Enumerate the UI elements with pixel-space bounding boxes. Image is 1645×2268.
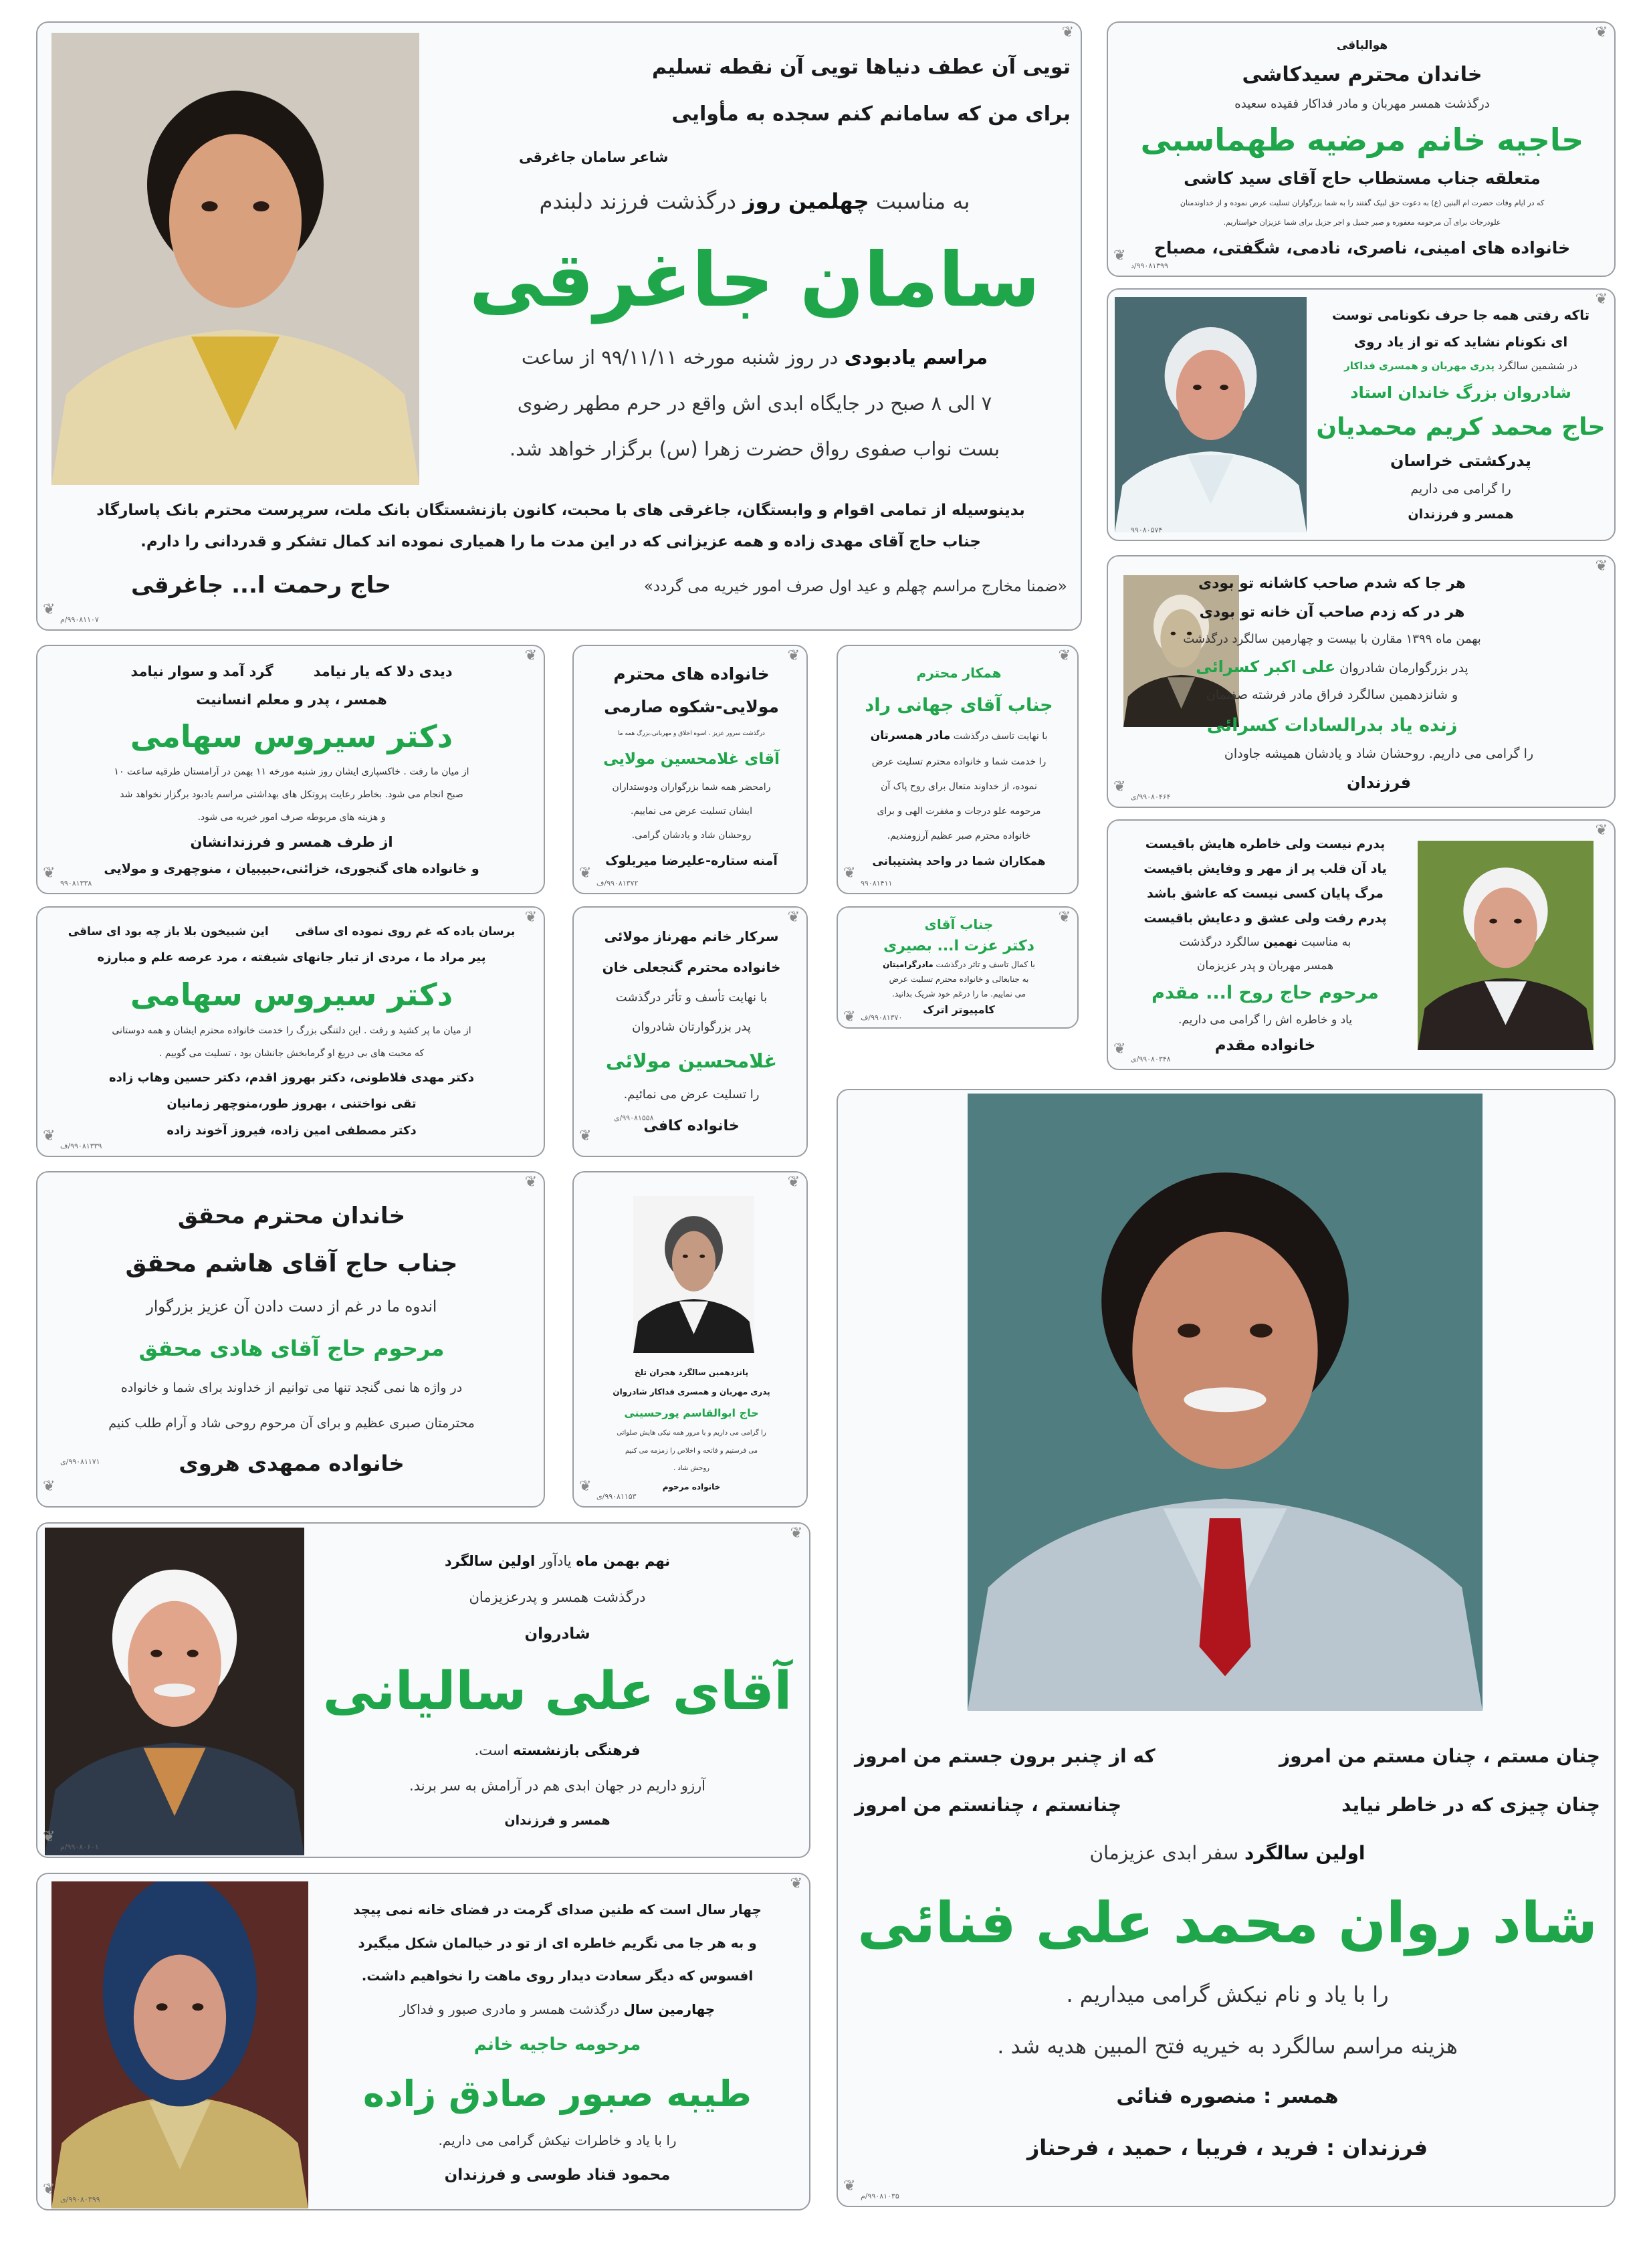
text-line: یاد و خاطره اش را گرامی می داریم. <box>1178 1013 1353 1027</box>
poem-line: چنان مستم ، چنان مستم من امروز که از چنبر برون جستم من امروز <box>855 1745 1600 1768</box>
poet-credit: شاعر سامان جاغرقی <box>519 149 669 166</box>
text-line: که در ایام وفات حضرت ام البنین (ع) به دعوت حق لبیک گفتند را به شما بزرگواران تسلیت عرض نموده و از خداوندمنان <box>1180 199 1545 208</box>
recipient-name: جناب آقای جهانی راد <box>865 694 1053 716</box>
poem-line: هر جا که شدم صاحب کاشانه تو بودی <box>1198 575 1466 592</box>
poem-line: یاد آن قلب پر از مهر و وفایش باقیست <box>1143 861 1387 877</box>
recipient-name: سرکار خانم مهرناز مولائی <box>604 928 779 944</box>
ad-code: ۹۹۰۸۰۵۷۴ <box>1131 526 1163 534</box>
poem-line: چنان چیزی که در خاطر نیاید چنانستم ، چنانستم من امروز <box>855 1793 1600 1816</box>
family-title: خاندان محترم محقق <box>177 1202 406 1229</box>
deceased-name: غلامحسین مولائی <box>605 1049 778 1073</box>
ceremony-line: ۷ الی ۸ صبح در جایگاه ابدی اش واقع در حرم مطهر رضوی <box>517 391 992 415</box>
condolence-molaei-families <box>572 645 808 894</box>
ornament-icon: ❦ <box>1595 24 1608 41</box>
text-line: پدر بزرگوارمان شادروان علی اکبر کسرائی <box>1196 657 1468 676</box>
ornament-icon: ❦ <box>1061 24 1074 41</box>
obituary-sahami-2 <box>36 906 545 1157</box>
ornament-icon: ❦ <box>43 1829 56 1845</box>
ad-code: ۹۹۰۸۱۱۰۷/م <box>60 615 99 624</box>
text-line: رامحضر همه شما بزرگواران ودوستداران <box>612 781 771 793</box>
heading: خانواده های محترم <box>613 664 770 684</box>
ornament-icon: ❦ <box>1113 247 1126 264</box>
deceased-name: مرحوم حاج روح ا... مقدم <box>1152 983 1379 1004</box>
poem-line: ای نکونام نشاید که تو از یاد روی <box>1353 333 1568 350</box>
text-line: می فرستیم و فاتحه و اخلاص را زمزمه می کنیم <box>625 1447 758 1455</box>
deceased-name: سامان جاغرقی <box>469 236 1040 324</box>
text-line: با نهایت تاسف درگذشت مادر همسرتان <box>870 728 1048 742</box>
signature: و خانواده های گنجوری، خزائنی،حبیبیان ، منوچهری و مولایی <box>104 861 479 877</box>
ornament-icon: ❦ <box>790 1875 802 1892</box>
text-line: در ششمین سالگرد پدری مهربان و همسری فداکار <box>1344 360 1577 373</box>
ad-code: ۹۹۰۸۰۶۰۱/م <box>60 1843 99 1851</box>
text-line: فرهنگی بازنشسته است. <box>474 1742 641 1758</box>
signature: دکتر مصطفی امین زاده، فیروز آخوند زاده <box>167 1123 417 1138</box>
text-line: خانواده محترم صبر عظیم آرزومندیم. <box>887 830 1031 841</box>
deceased-name: دکتر سیروس سهامی <box>130 718 453 755</box>
obituary-saliani <box>36 1522 810 1858</box>
text-line: مرحومه علو درجات و مغفرت الهی و برای <box>877 805 1041 817</box>
deceased-name: حاج محمد کریم محمدیان <box>1316 413 1606 441</box>
obituary-mohammadian <box>1107 288 1616 541</box>
ornament-icon: ❦ <box>843 2178 856 2194</box>
signature: همسر و فرزندان <box>1408 507 1514 522</box>
portrait-photo <box>1418 841 1594 1050</box>
deceased-name: زنده یاد بدرالسادات کسرائی <box>1206 714 1458 736</box>
text-line: به جنابعالی و خانواده محترم تسلیت عرض <box>889 974 1029 984</box>
poem-line: تاکه رفتی همه جا حرف نکونامی توست <box>1331 306 1590 323</box>
deceased-name: دکتر سیروس سهامی <box>130 976 453 1013</box>
portrait-photo <box>1115 297 1307 532</box>
ornament-icon: ❦ <box>1113 1041 1126 1057</box>
text-line: پانزدهمین سالگرد هجران تلخ <box>635 1368 748 1378</box>
text-line: با کمال تاسف و تاثر درگذشت مادرگرامیتان <box>883 959 1035 969</box>
text-line: ایشان تسلیت عرض می نماییم. <box>631 805 752 817</box>
text-line: صبح انجام می شود. بخاطر رعایت پروتکل های بهداشتی مراسم یادبود برگزار نخواهد شد <box>120 789 463 800</box>
text-line: درگذشت همسر و پدرعزیزمان <box>469 1588 646 1605</box>
ornament-icon: ❦ <box>43 601 56 618</box>
ornament-icon: ❦ <box>43 2181 56 2198</box>
ad-code: ۹۹۰۸۱۱۵۳/ی <box>596 1492 637 1501</box>
ornament-icon: ❦ <box>787 1174 800 1191</box>
signature: از طرف همسر و فرزندانشان <box>190 834 393 851</box>
deceased-name: آقای غلامحسین مولایی <box>603 750 780 768</box>
ornament-icon: ❦ <box>524 1174 537 1191</box>
text-line: درگذشت همسر مهربان و مادر فداکار فقیده سعیده <box>1234 96 1490 111</box>
obituary-pourhosseini <box>572 1171 808 1508</box>
ad-code: ۹۹۰۸۱۳۷۰/ف <box>861 1013 903 1022</box>
signature: فرزندان : فرید ، فریبا ، حمید ، فرحناز <box>1026 2134 1428 2160</box>
ornament-icon: ❦ <box>790 1525 802 1542</box>
ornament-icon: ❦ <box>43 1128 56 1144</box>
text-line: شادروان <box>524 1625 590 1643</box>
family-title: خانواده محترم گنجعلی خان <box>602 959 781 976</box>
text-line: را گرامی می داریم و با مرور همه نیکی هایش صلواتی <box>617 1429 766 1437</box>
poem-line: برسان باده که غم روی نموده ای ساقی این شبیخون بلا باز چه بود ای ساقی <box>68 924 516 938</box>
text-line: و شانزدهمین سالگرد فراق مادر فرشته صفتمان <box>1206 688 1458 703</box>
ad-code: ۹۹۰۸۰۴۶۴/ی <box>1131 793 1171 801</box>
ad-code: ۹۹۰۸۱۳۹۹/د <box>1131 262 1168 270</box>
obituary-sadegh-zadeh <box>36 1873 810 2210</box>
ad-code: ۹۹۰۸۱۳۷۲/ف <box>596 879 639 888</box>
text-line: اندوه ما در غم از دست دادن آن عزیز بزرگوار <box>146 1298 437 1316</box>
recipient-name: دکتر عزت ا... بصیری <box>883 938 1034 955</box>
ad-code: ۹۹۰۸۰۳۴۸/ی <box>1131 1055 1171 1063</box>
ornament-icon: ❦ <box>43 1478 56 1495</box>
text-line: پیر مراد ما ، مردی از تبار جانهای شیفته ، مرد عرصه علم و مبارزه <box>97 950 486 964</box>
portrait-photo <box>633 1196 754 1353</box>
family-title: خاندان محترم سیدکاشی <box>1242 62 1483 86</box>
signature: خانواده مقدم <box>1214 1037 1316 1055</box>
ornament-icon: ❦ <box>1595 822 1608 839</box>
text-line: مرحومه حاجیه خانم <box>473 2035 641 2055</box>
ornament-icon: ❦ <box>579 865 592 882</box>
condolence-basiri <box>837 906 1079 1029</box>
obituary-kasraei <box>1107 555 1616 808</box>
thanks-line: جناب حاج آقای مهدی زاده و همه عزیزانی که در این مدت ما را همیاری نموده اند کمال تشکر و قدردانی را دارم. <box>140 532 981 550</box>
signature: همسر : منصوره فنائی <box>1116 2085 1339 2109</box>
ad-code: ۹۹۰۸۱۱۷۱/ی <box>60 1457 100 1466</box>
portrait-photo <box>51 33 419 485</box>
condolence-ganjali-khan <box>572 906 808 1157</box>
signature: خانواده مرحوم <box>662 1482 721 1492</box>
signature: حاج رحمت ا... جاغرقی <box>131 572 391 599</box>
poem-line: پدرم رفت ولی عشق و دعایش باقیست <box>1143 911 1387 926</box>
text-line: متعلقه جناب مستطاب حاج آقای سید کاشی <box>1184 168 1541 188</box>
ad-code: ۹۹۰۸۱۰۳۵/م <box>861 2192 899 2200</box>
poem-line: و به هر جا می نگریم خاطره ای از تو در خیالمان شکل میگیرد <box>358 1934 757 1951</box>
deceased-name: آقای علی سالیانی <box>322 1661 792 1722</box>
ornament-icon: ❦ <box>524 647 537 664</box>
ad-code: ۹۹۰۸۰۳۹۹/ی <box>60 2195 100 2204</box>
text-line: روحشان شاد و یادشان گرامی. <box>631 829 752 841</box>
poem-line: پدرم نیست ولی خاطره هایش باقیست <box>1145 837 1386 852</box>
charity-note: «ضمنا مخارج مراسم چهلم و عید اول صرف امور خیریه می گردد» <box>643 578 1067 595</box>
text-line: روحش شاد . <box>673 1465 710 1473</box>
ad-code: ۹۹۰۸۱۳۳۹/ف <box>60 1142 102 1150</box>
ornament-icon: ❦ <box>787 647 800 664</box>
text-line: را گرامی می داریم. روحشان شاد و یادشان همیشه جاودان <box>1224 746 1534 762</box>
signature: کامپیوتر اترک <box>923 1003 995 1017</box>
signature: تقی نواختنی ، بهروز طور،منوچهر زمانیان <box>167 1097 417 1112</box>
heading: جناب آقای <box>924 916 994 933</box>
text-line: اولین سالگرد سفر ابدی عزیزمان <box>1089 1841 1365 1864</box>
poem-line: مرگ پایان کسی نیست که عاشق باشد <box>1147 886 1384 902</box>
text-line: می نماییم. ما را درغم خود شریک بدانید. <box>891 989 1026 999</box>
text-line: را تسلیت عرض می نمائیم. <box>623 1087 760 1102</box>
text-line: چهارمین سال درگذشت همسر و مادری صبور و فداکار <box>399 2001 716 2018</box>
ad-code: ۹۹۰۸۱۵۵۸/ی <box>614 1114 654 1122</box>
portrait-photo <box>968 1094 1483 1711</box>
poem-line: چهار سال است که طنین صدای گرمت در فضای خانه نمی پیچد <box>353 1901 762 1918</box>
signature: همکاران شما در واحد پشتیبانی <box>872 854 1046 868</box>
signature: خانواده ممهدی هروی <box>179 1451 405 1477</box>
ornament-icon: ❦ <box>1058 909 1071 926</box>
obituary-seyedkashi <box>1107 21 1616 277</box>
text-line: نهم بهمن ماه یادآور اولین سالگرد <box>444 1553 671 1570</box>
ceremony-line: بست نواب صفوی رواق حضرت زهرا (س) برگزار خواهد شد. <box>509 437 1000 461</box>
ornament-icon: ❦ <box>1595 291 1608 308</box>
signature: آمنه ستاره-علیرضا میربلوک <box>605 853 778 869</box>
portrait-photo <box>51 1881 308 2208</box>
text-line: را گرامی می داریم <box>1410 481 1511 496</box>
ornament-icon: ❦ <box>524 909 537 926</box>
poem-line: هر در که زدم صاحب آن خانه تو بودی <box>1199 603 1465 621</box>
ornament-icon: ❦ <box>787 909 800 926</box>
text-line: را خدمت شما و خانواده محترم تسلیت عرض <box>871 756 1047 767</box>
heading: هوالباقی <box>1336 38 1388 52</box>
text-line: محترمتان صبری عظیم و برای آن مرحوم روحی شاد و آرام طلب کنیم <box>108 1415 475 1431</box>
deceased-name: مرحوم حاج آقای هادی محقق <box>138 1335 445 1361</box>
poem-line: برای من که سامانم کنم سجده به مأوایی <box>671 102 1071 126</box>
portrait-photo <box>45 1528 304 1855</box>
deceased-name: حاج ابوالقاسم پورحسینی <box>624 1406 759 1419</box>
signature: فرزندان <box>1346 772 1412 792</box>
text-line: هزینه مراسم سالگرد به خیریه فتح المبین هدیه شد . <box>997 2033 1458 2059</box>
recipient-name: جناب حاج آقای هاشم محقق <box>125 1249 458 1277</box>
text-line: را با یاد و خاطرات نیکش گرامی می داریم. <box>438 2132 677 2148</box>
ad-code: ۹۹۰۸۱۴۱۱ <box>861 879 893 888</box>
poem-line: افسوس که دیگر سعادت دیدار روی ماهت را نخواهیم داشت. <box>361 1968 754 1984</box>
deceased-name: طیبه صبور صادق زاده <box>363 2072 752 2115</box>
text-line: علودرجات برای آن مرحومه مغفوره و صبر جمیل و اجر جزیل برای شما عزیزان خواستاریم. <box>1223 218 1501 227</box>
thanks-line: بدینوسیله از تمامی اقوام و وابستگان، جاغرقی های با محبت، کانون بازنشستگان بانک ملت، سرپرست محترم بانک پاسارگاد <box>96 501 1025 519</box>
text-line: شادروان بزرگ خاندان استاد <box>1350 383 1571 402</box>
heading: همکار محترم <box>916 664 1002 681</box>
obituary-moghadam <box>1107 819 1616 1070</box>
ornament-icon: ❦ <box>1113 779 1126 795</box>
text-line: و هزینه های مربوطه صرف امور خیریه می شود. <box>197 811 386 823</box>
deceased-name: حاجیه خانم مرضیه طهماسبی <box>1140 122 1584 159</box>
text-line: از میان ما پر کشید و رفت . این دلتنگی بزرگ را خدمت خانواده محترم ایشان و همه دوستانی <box>112 1025 471 1036</box>
signature: محمود قناد طوسی و فرزندان <box>444 2166 671 2184</box>
poem-line: تویی آن عطف دنیاها تویی آن نقطه تسلیم <box>651 56 1071 80</box>
text-line: همسر مهربان و پدر عزیزمان <box>1196 958 1334 972</box>
text-line: پدر بزرگوارتان شادروان <box>632 1019 751 1034</box>
deceased-name: شاد روان محمد علی فنائی <box>857 1890 1598 1956</box>
ad-code: ۹۹۰۸۱۳۳۸ <box>60 879 92 888</box>
ornament-icon: ❦ <box>1595 558 1608 575</box>
text-line: را با یاد و نام نیکش گرامی میداریم . <box>1066 1982 1389 2008</box>
signature: دکتر مهدی فلاطونی، دکتر بهروز اقدم، دکتر حسین وهاب زاده <box>108 1071 475 1086</box>
ornament-icon: ❦ <box>843 865 856 882</box>
ornament-icon: ❦ <box>579 1128 592 1144</box>
text-line: بهمن ماه ۱۳۹۹ مقارن با بیست و چهارمین سالگرد درگذشت <box>1183 631 1481 646</box>
obituary-jaghargi <box>36 21 1082 631</box>
text-line: نموده، از خداوند متعال برای روح پاک آن <box>881 781 1037 792</box>
text-line: درگذشت سرور عزیز ، اسوه اخلاق و مهربانی،بزرگ همه ما <box>618 730 765 737</box>
text-line: در واژه ها نمی گنجد تنها می توانیم از خداوند برای شما و خانواده <box>120 1380 463 1396</box>
ceremony-line: مراسم یادبودی در روز شنبه مورخه ۹۹/۱۱/۱۱ از ساعت <box>521 346 988 369</box>
ornament-icon: ❦ <box>843 1009 856 1025</box>
condolence-jahani-rad <box>837 645 1079 894</box>
poem-line: دیدی دلا که یار نیامد گرد آمد و سوار نیامد <box>130 663 453 680</box>
text-line: که محبت های بی دریغ او گرمابخش جانشان بود ، تسلیت می گوییم . <box>158 1048 425 1059</box>
text-line: همسر ، پدر و معلم انسانیت <box>196 691 387 708</box>
condolence-mohaghegh <box>36 1171 545 1508</box>
text-line: به مناسبت نهمین سالگرد درگذشت <box>1179 936 1351 950</box>
text-line: پدری مهربان و همسری فداکار شادروان <box>613 1386 770 1397</box>
obituary-fanaei <box>837 1089 1616 2207</box>
text-line: آرزو داریم در جهان ابدی هم در آرامش به سر برند. <box>409 1778 705 1794</box>
obituary-sahami-1 <box>36 645 545 894</box>
ornament-icon: ❦ <box>579 1478 592 1495</box>
signature: خانواده های امینی، ناصری، نادمی، شگفتی، مصباح <box>1154 237 1571 257</box>
ornament-icon: ❦ <box>1058 647 1071 664</box>
intro-line: به مناسبت چهلمین روز درگذشت فرزند دلبندم <box>539 188 970 214</box>
signature: همسر و فرزندان <box>504 1813 611 1828</box>
signature: خانواده کافی <box>643 1118 740 1135</box>
text-line: با نهایت تأسف و تأثر درگذشت <box>615 990 768 1005</box>
text-line: پدرکشتی خراسان <box>1390 451 1532 471</box>
text-line: از میان ما رفت . خاکسپاری ایشان روز شنبه مورخه ۱۱ بهمن در آرامستان طرقبه ساعت ۱۰ <box>114 766 469 778</box>
family-title: مولایی-شکوه صارمی <box>604 696 779 716</box>
ornament-icon: ❦ <box>43 865 56 882</box>
